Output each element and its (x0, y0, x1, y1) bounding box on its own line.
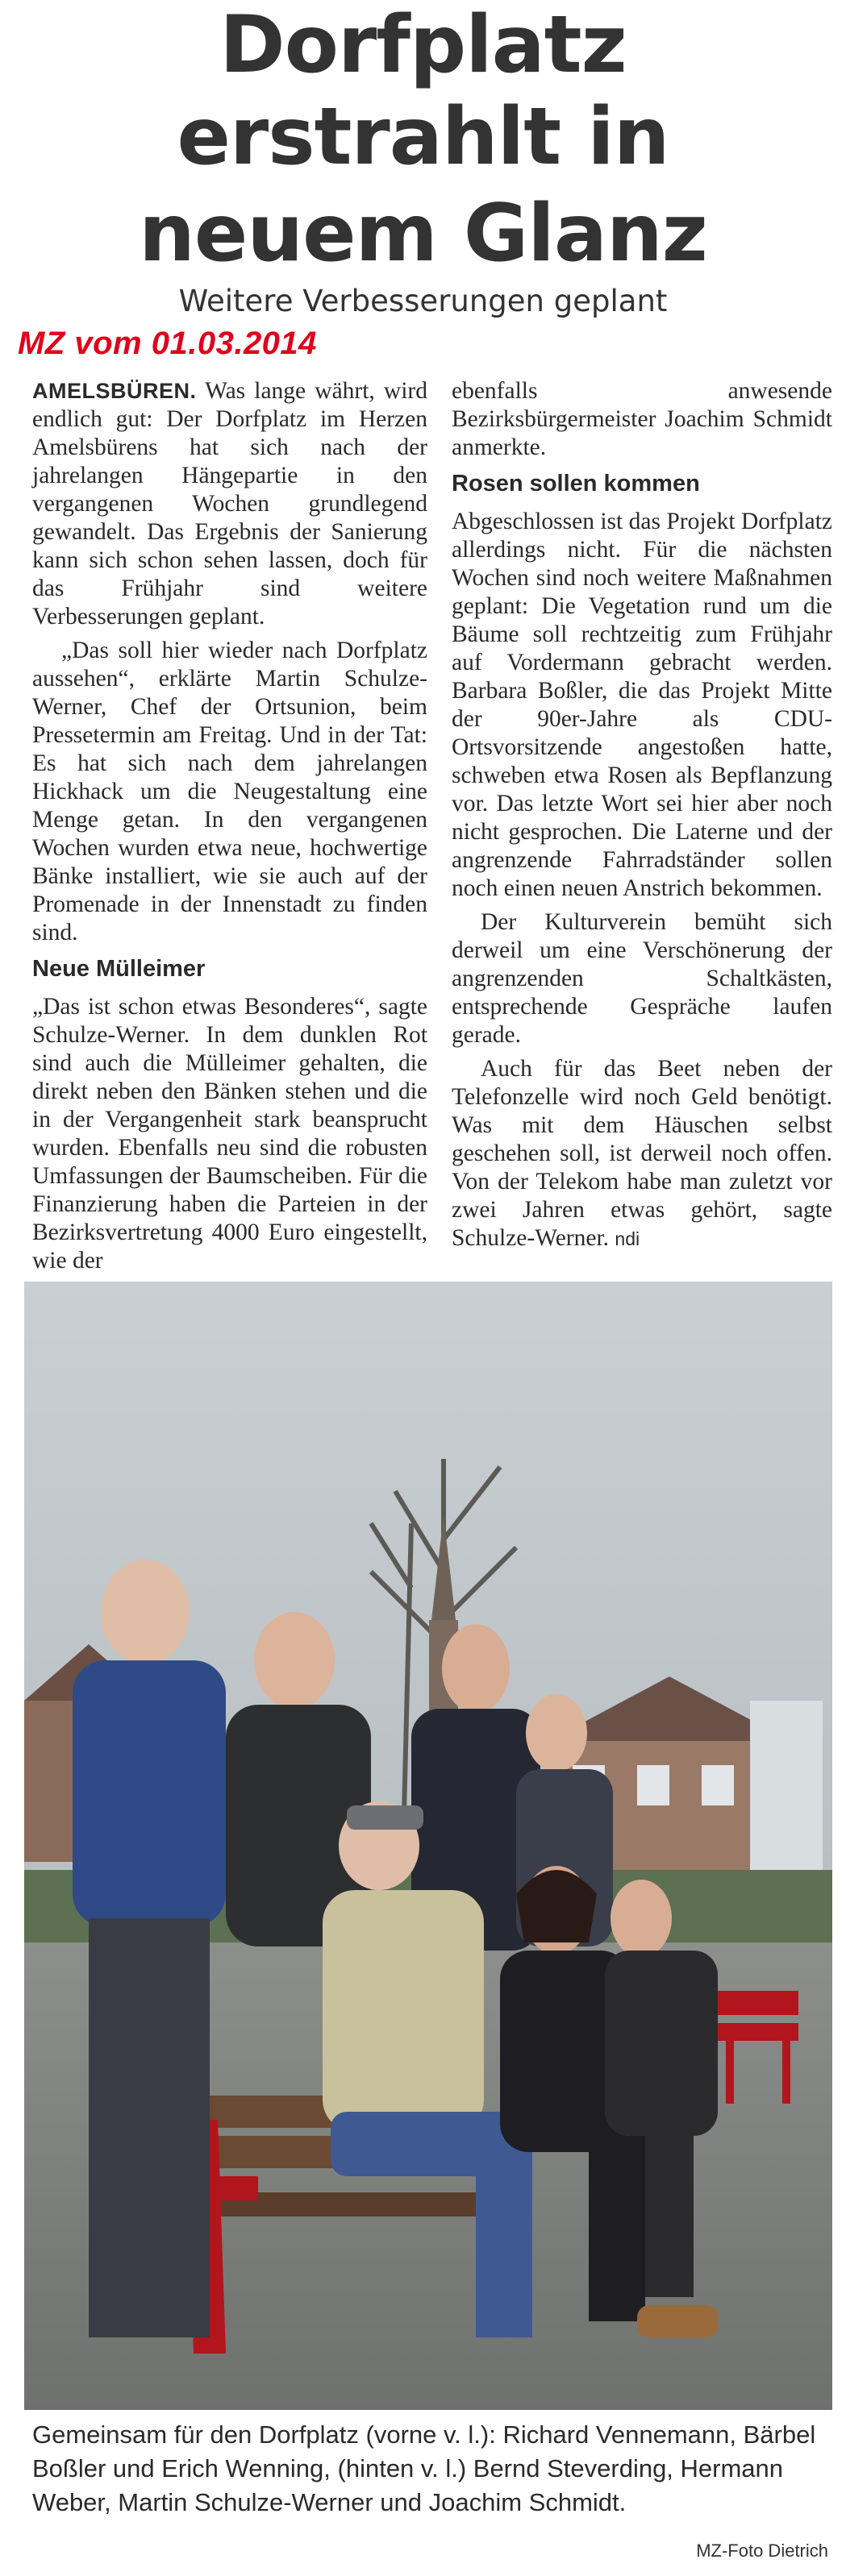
section-heading-muelleimer: Neue Mülleimer (32, 956, 206, 982)
subheadline: Weitere Verbesserungen geplant (178, 284, 668, 318)
author-byline: ndi (615, 1228, 640, 1249)
headline-line-2: erstrahlt in (177, 91, 669, 183)
headline-line-3: neuem Glanz (139, 188, 707, 280)
group-photo (24, 1282, 832, 2410)
paragraph-continuation: ebenfalls anwesende Bezirksbürgermeister Joachim Schmidt anmerkte. (452, 378, 832, 460)
paragraph-telefonzelle-text: Auch für das Beet neben der Telefonzelle wird noch Geld benötigt. Was mit dem Häuschen selbst geschehen soll, ist derweil noch offen. Von der Telekom habe man zuletzt vor zwei Jahren etwas gehört, sagte Schulze-Werner. (452, 1056, 832, 1251)
paragraph-kulturverein: Der Kulturverein bemüht sich derweil um eine Verschönerung der angrenzenden Schaltkästen, entsprechende Gespräche laufen gerade. (452, 909, 832, 1048)
paragraph-quote: „Das soll hier wieder nach Dorfplatz aussehen“, erklärte Martin Schulze-Werner, Chef der Ortsunion, beim Pressetermin am Freitag. Und in der Tat: Es hat sich nach dem jahrelangen Hickhack um die Neugestaltung eine Menge getan. In den vergangenen Wochen wurden etwa neue, hochwertige Bänke installiert, wie sie auch auf der Promenade in der Innenstadt zu finden sind. (32, 638, 427, 945)
headline-line-1: Dorfplatz (219, 0, 627, 91)
paragraph-muelleimer: „Das ist schon etwas Besonderes“, sagte Schulze-Werner. In dem dunklen Rot sind auch die Mülleimer gehalten, die direkt neben den Bänken stehen und die in der Vergangenheit stark beansprucht wurden. Ebenfalls neu sind die robusten Umfassungen der Baumscheiben. Für die Finanzierung haben die Parteien in der Bezirksvertretung 4000 Euro eingestellt, wie der (32, 994, 427, 1273)
photo-credit: MZ-Foto Dietrich (696, 2541, 828, 2561)
person-back-1 (73, 1560, 226, 2337)
dateline: AMELSBÜREN. (32, 379, 197, 403)
headline (0, 0, 846, 284)
date-stamp: MZ vom 01.03.2014 (18, 326, 317, 361)
paragraph-intro-text: Was lange währt, wird endlich gut: Der Dorfplatz im Herzen Amelsbürens hat sich nach der jahrelangen Hängepartie in den vergangenen Wochen grundlegend gewandelt. Das Ergebnis der Sanierung kann sich schon sehen lassen, doch für das Frühjahr sind weitere Verbesserungen geplant. (32, 378, 427, 629)
paragraph-rosen: Abgeschlossen ist das Projekt Dorfplatz allerdings nicht. Für die nächsten Wochen sind noch weitere Maßnahmen geplant: Die Vegetation rund um die Bäume soll rechtzeitig zum Frühjahr auf Vordermann gebracht werden. Barbara Boßler, die das Projekt Mitte der 90er-Jahre als CDU-Ortsvorsitzende angestoßen hatte, schweben etwa Rosen als Bepflanzung vor. Das letzte Wort sei hier aber noch nicht gesprochen. Die Laterne und der angrenzende Fahrradständer sollen noch einen neuen Anstrich bekommen. (452, 509, 832, 901)
article-column-left (32, 377, 427, 1281)
group-photo-illustration (24, 1282, 832, 2410)
paragraph-telefonzelle (452, 1055, 832, 1253)
photo-caption: Gemeinsam für den Dorfplatz (vorne v. l.): Richard Vennemann, Bärbel Boßler und Erich Wenning, (hinten v. l.) Bernd Steverding, Hermann Weber, Martin Schulze-Werner und Joachim Schmidt. (32, 2420, 816, 2516)
article-column-right (452, 377, 832, 1259)
paragraph-intro (32, 377, 427, 631)
section-heading-rosen: Rosen sollen kommen (452, 471, 700, 497)
